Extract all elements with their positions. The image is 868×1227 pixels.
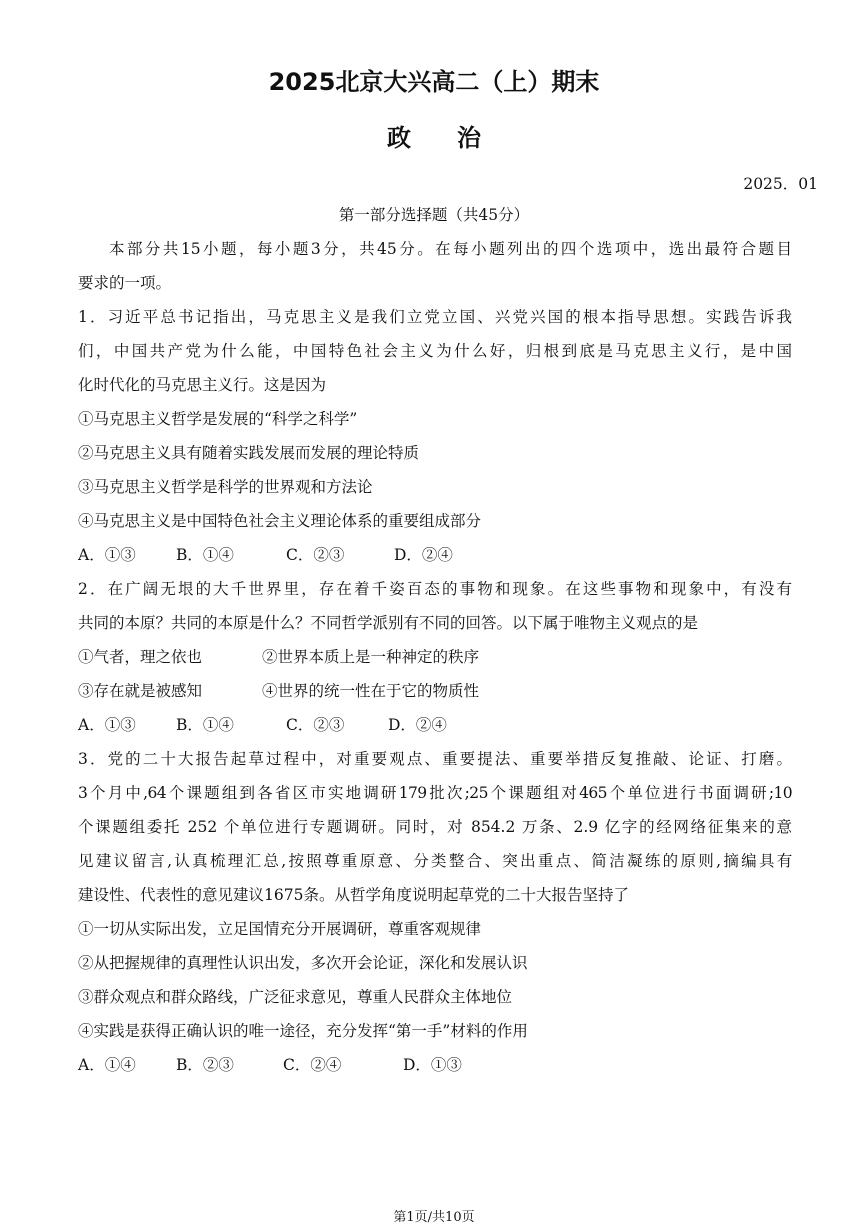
question-1: [78, 300, 792, 572]
answer-options: [78, 1048, 792, 1082]
answer-options: [78, 708, 792, 742]
statement-item: ④实践是获得正确认识的唯一途径，充分发挥“第一手”材料的作用: [78, 1022, 528, 1040]
question-stem-line: 共同的本原？共同的本原是什么？不同哲学派别有不同的回答。以下属于唯物主义观点的是: [78, 614, 699, 632]
question-2: [78, 572, 792, 742]
option-d: D．②④: [388, 716, 447, 734]
statement-item: ③存在就是被感知: [78, 682, 203, 700]
option-a: A．①③: [78, 716, 136, 734]
option-b: B．①④: [176, 546, 234, 564]
statement-item: ①马克思主义哲学是发展的“科学之科学”: [78, 410, 358, 428]
statement-item: ①一切从实际出发，立足国情充分开展调研，尊重客观规律: [78, 920, 482, 938]
question-stem-line: 2．在广阔无垠的大千世界里，存在着千姿百态的事物和现象。在这些事物和现象中，有没有: [78, 580, 792, 598]
statement-item: ④马克思主义是中国特色社会主义理论体系的重要组成部分: [78, 512, 482, 530]
option-c: C．②③: [286, 716, 345, 734]
document-title: 2025北京大兴高二（上）期末: [268, 68, 600, 96]
question-3: [78, 742, 792, 1082]
question-stem-line: 建设性、代表性的意见建议1675条。从哲学角度说明起草党的二十大报告坚持了: [78, 886, 629, 904]
statement-item: ②世界本质上是一种神定的秩序: [262, 648, 480, 666]
option-b: B．②③: [176, 1056, 234, 1074]
statement-row: [78, 640, 792, 674]
statement-item: ③群众观点和群众路线，广泛征求意见，尊重人民群众主体地位: [78, 988, 513, 1006]
question-stem-line: 3个月中,64个课题组到各省区市实地调研179批次;25个课题组对465个单位进行书面调研;10: [78, 784, 792, 802]
option-d: D．②④: [394, 546, 453, 564]
section-title: 第一部分选择题（共45分）: [338, 206, 530, 224]
intro-line: 本部分共15小题，每小题3分，共45分。在每小题列出的四个选项中，选出最符合题目: [109, 240, 792, 258]
option-a: A．①③: [78, 546, 136, 564]
question-stem-line: 个课题组委托 252 个单位进行专题调研。同时，对 854.2 万条、2.9 亿字的经网络征集来的意: [78, 818, 792, 836]
statement-item: ②从把握规律的真理性认识出发，多次开会论证，深化和发展认识: [78, 954, 528, 972]
answer-options: [78, 538, 792, 572]
exam-date: 2025．01: [743, 175, 818, 193]
subject-title: 政治: [387, 124, 527, 152]
page-footer: 第1页/共10页: [393, 1210, 475, 1225]
question-stem-line: 们，中国共产党为什么能，中国特色社会主义为什么好，归根到底是马克思主义行，是中国: [78, 342, 792, 360]
intro-line: 要求的一项。: [78, 274, 172, 292]
option-c: C．②③: [286, 546, 345, 564]
question-content: [78, 232, 792, 1082]
option-d: D．①③: [403, 1056, 462, 1074]
question-stem-line: 化时代化的马克思主义行。这是因为: [78, 376, 327, 394]
option-a: A．①④: [78, 1056, 136, 1074]
statement-row: [78, 674, 792, 708]
statement-item: ③马克思主义哲学是科学的世界观和方法论: [78, 478, 373, 496]
statement-item: ①气者，理之依也: [78, 648, 203, 666]
statement-item: ④世界的统一性在于它的物质性: [262, 682, 480, 700]
option-b: B．①④: [176, 716, 234, 734]
question-stem-line: 见建议留言,认真梳理汇总,按照尊重原意、分类整合、突出重点、简洁凝练的原则,摘编具有: [78, 852, 792, 870]
question-stem-line: 1．习近平总书记指出，马克思主义是我们立党立国、兴党兴国的根本指导思想。实践告诉我: [78, 308, 792, 326]
question-stem-line: 3．党的二十大报告起草过程中，对重要观点、重要提法、重要举措反复推敲、论证、打磨。: [78, 750, 792, 768]
option-c: C．②④: [283, 1056, 342, 1074]
statement-item: ②马克思主义具有随着实践发展而发展的理论特质: [78, 444, 420, 462]
